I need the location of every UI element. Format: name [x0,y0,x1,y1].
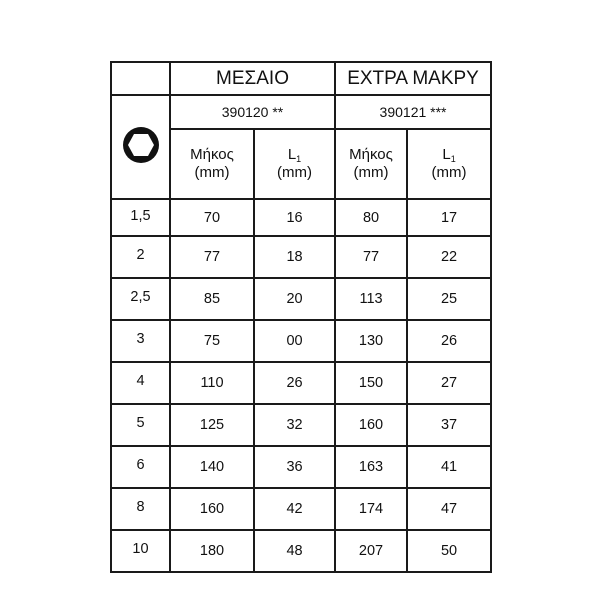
medium-l1-cell: 20 [254,278,335,320]
l1-label: L [287,146,297,163]
size-cell: 1,5 [111,199,170,236]
extra-long-length-cell: 130 [335,320,407,362]
spec-table [110,61,492,573]
extra-long-length-cell: 174 [335,488,407,530]
group-code-extra-long: 390121 *** [335,95,491,129]
size-cell: 8 [111,488,170,530]
extra-long-l1-cell: 41 [407,446,491,488]
l1-subscript: 1 [296,154,302,164]
extra-long-length-cell: 163 [335,446,407,488]
size-cell: 4 [111,362,170,404]
medium-length-cell: 70 [170,199,254,236]
extra-long-length-cell: 207 [335,530,407,572]
l1-unit: (mm) [277,164,312,181]
table-row [111,199,491,236]
medium-l1-cell: 26 [254,362,335,404]
extra-long-l1-cell: 22 [407,236,491,278]
medium-length-cell: 110 [170,362,254,404]
l1-label: L [442,146,451,163]
group-title-row [111,62,491,95]
size-cell: 6 [111,446,170,488]
extra-long-l1-cell: 25 [407,278,491,320]
extra-long-length-cell: 150 [335,362,407,404]
extra-long-l1-cell: 17 [407,199,491,236]
size-cell: 3 [111,320,170,362]
extra-long-l1-cell: 26 [407,320,491,362]
table-row [111,320,491,362]
table-row [111,446,491,488]
table-row [111,362,491,404]
medium-l1-cell: 48 [254,530,335,572]
medium-length-cell: 85 [170,278,254,320]
medium-length-cell: 140 [170,446,254,488]
extra-long-l1-cell: 27 [407,362,491,404]
medium-l1-cell: 32 [254,404,335,446]
table-row [111,488,491,530]
medium-length-cell: 125 [170,404,254,446]
group-code-row [111,95,491,129]
size-cell: 5 [111,404,170,446]
l1-unit: (mm) [431,164,467,181]
subheader-l1-medium [254,129,335,199]
length-unit: (mm) [194,164,230,181]
length-unit: (mm) [353,164,389,181]
medium-l1-cell: 42 [254,488,335,530]
medium-l1-cell: 36 [254,446,335,488]
medium-l1-cell: 16 [254,199,335,236]
extra-long-l1-cell: 47 [407,488,491,530]
size-cell: 2 [111,236,170,278]
medium-length-cell: 77 [170,236,254,278]
table-row [111,278,491,320]
size-cell: 10 [111,530,170,572]
corner-cell [111,62,170,95]
extra-long-length-cell: 160 [335,404,407,446]
group-title-extra-long: ΕΧΤΡΑ ΜΑΚΡΥ [335,62,491,95]
extra-long-l1-cell: 50 [407,530,491,572]
medium-l1-cell: 00 [254,320,335,362]
extra-long-length-cell: 77 [335,236,407,278]
length-label: Μήκος [190,146,234,163]
subheader-length-extra-long [335,129,407,199]
table-row [111,236,491,278]
group-code-medium: 390120 ** [170,95,335,129]
l1-subscript: 1 [450,154,456,164]
size-header-cell [111,95,170,199]
length-label: Μήκος [349,146,393,163]
extra-long-length-cell: 113 [335,278,407,320]
table-row [111,530,491,572]
medium-l1-cell: 18 [254,236,335,278]
size-cell: 2,5 [111,278,170,320]
group-title-medium: ΜΕΣΑΙΟ [170,62,335,95]
medium-length-cell: 160 [170,488,254,530]
medium-length-cell: 75 [170,320,254,362]
hex-socket-icon [121,125,161,165]
extra-long-length-cell: 80 [335,199,407,236]
table-row [111,404,491,446]
subheader-length-medium [170,129,254,199]
medium-length-cell: 180 [170,530,254,572]
subheader-l1-extra-long [407,129,491,199]
extra-long-l1-cell: 37 [407,404,491,446]
